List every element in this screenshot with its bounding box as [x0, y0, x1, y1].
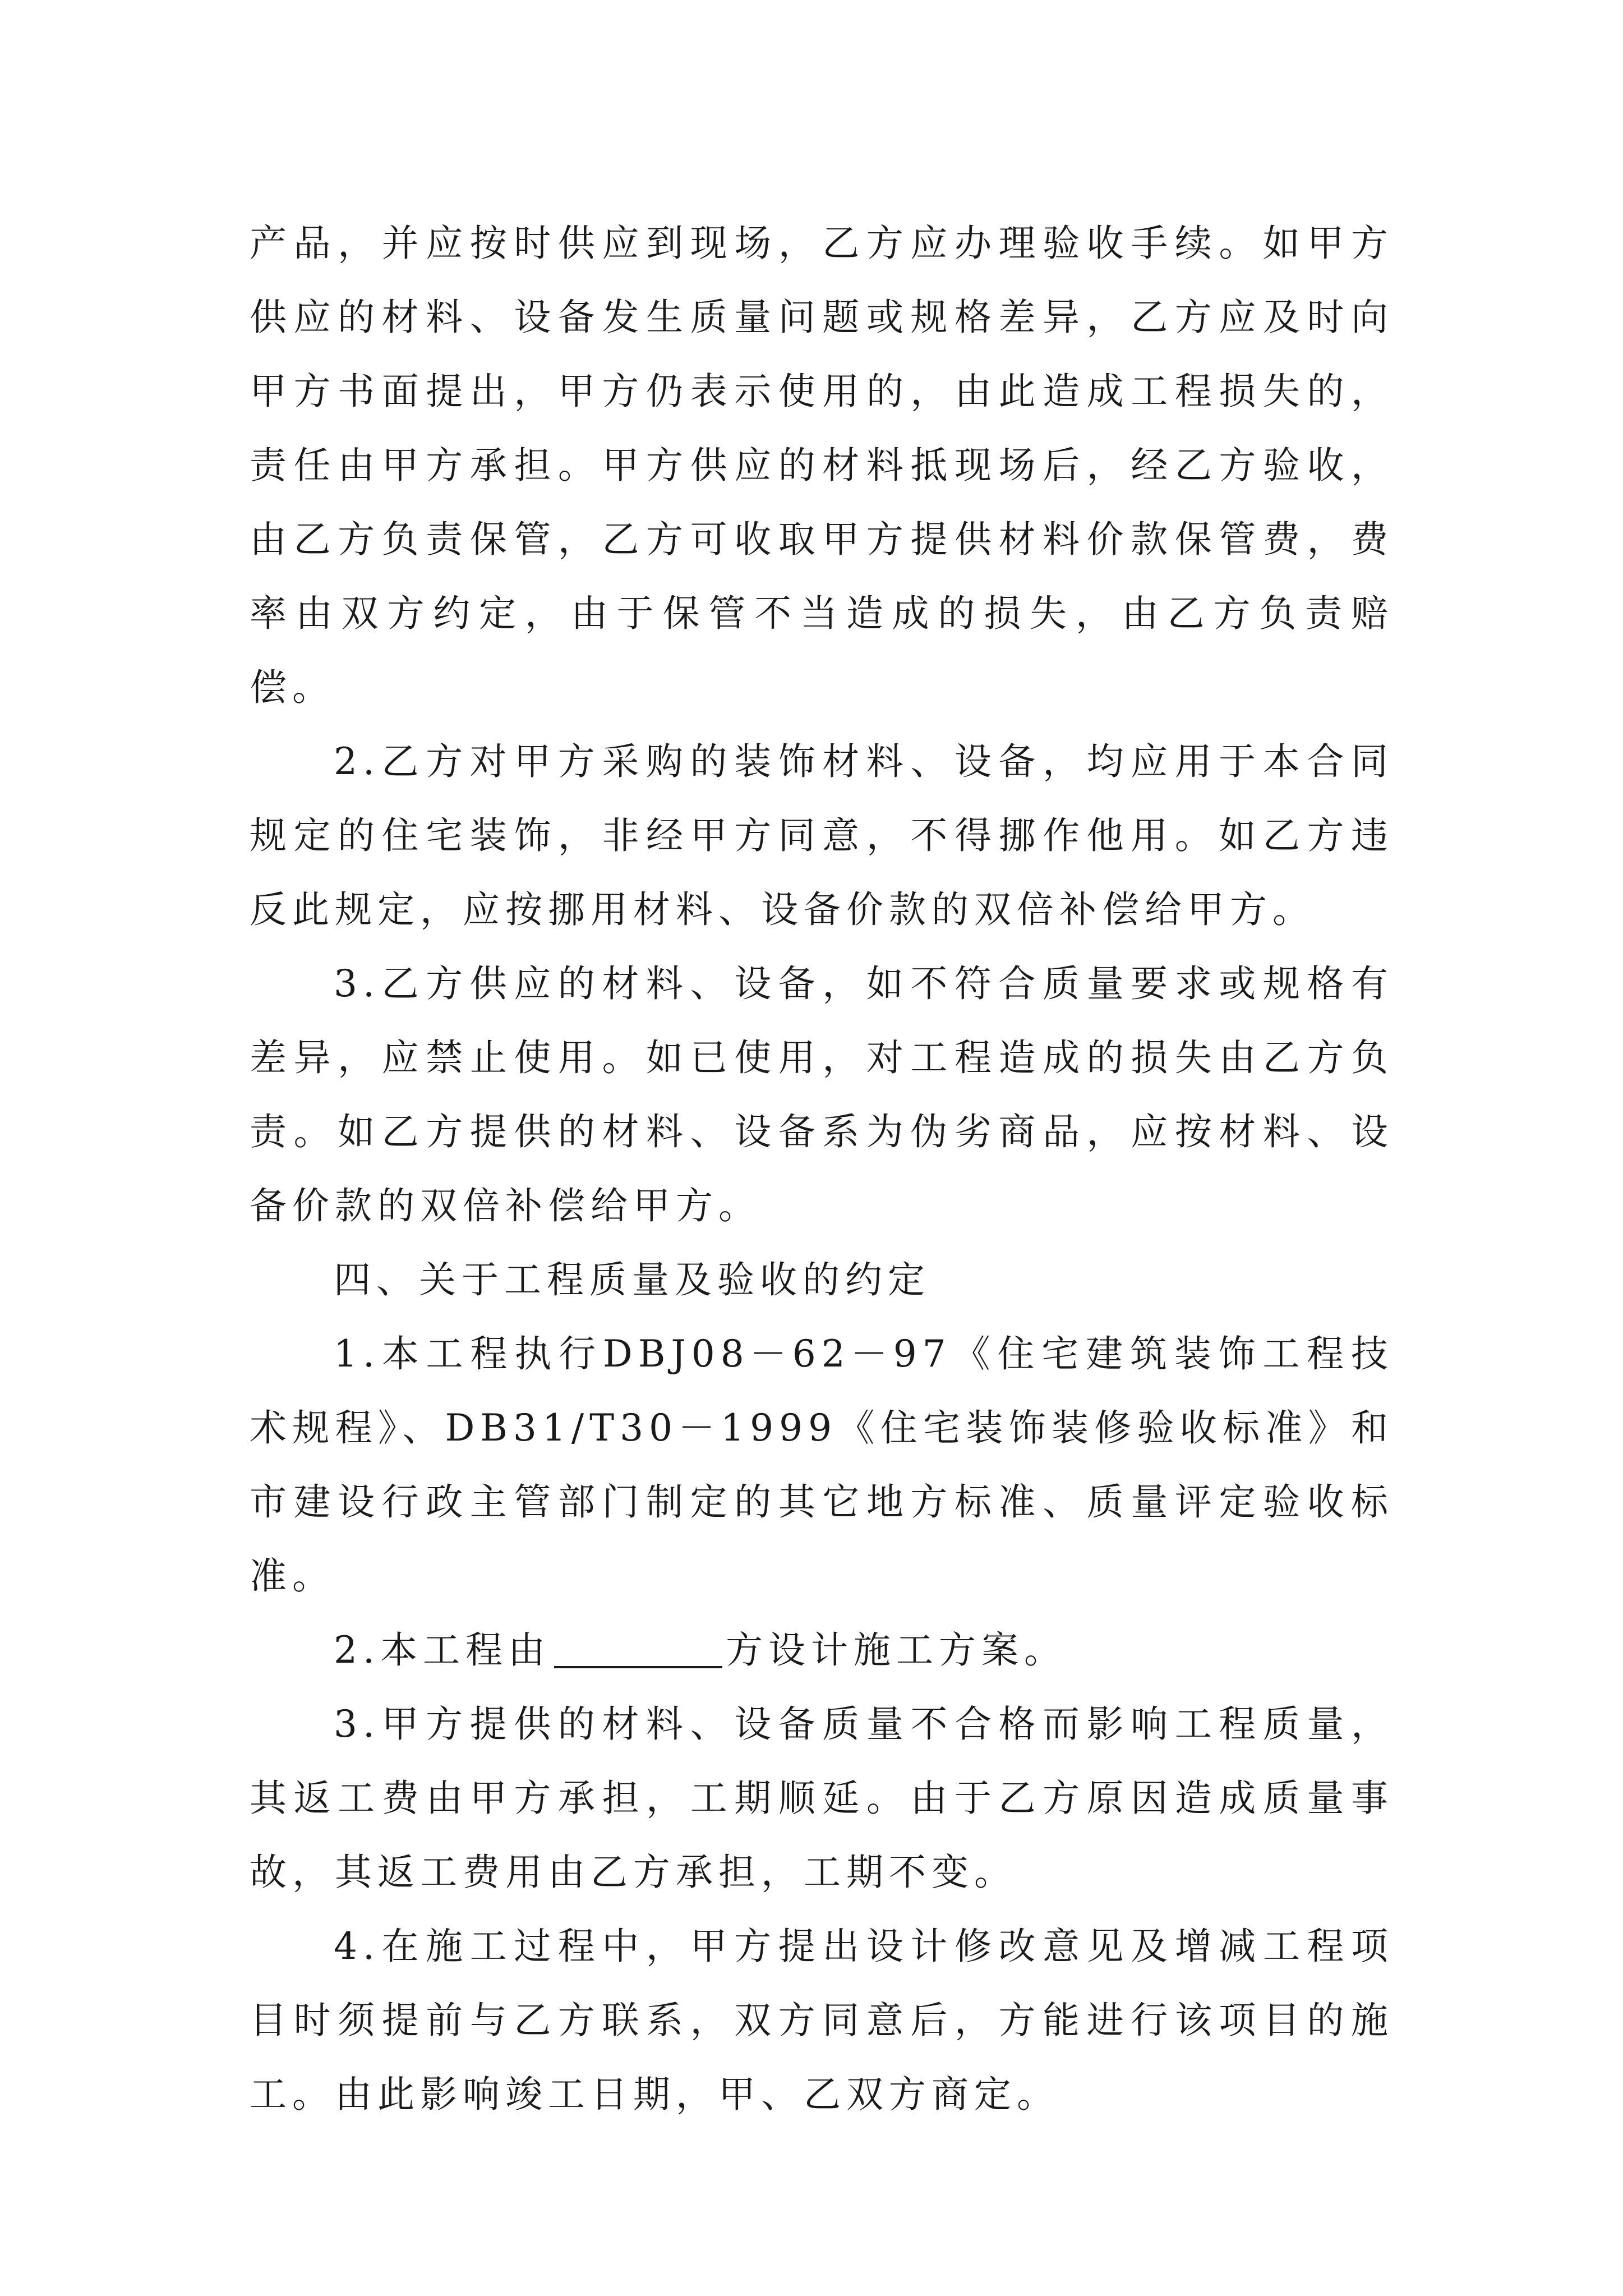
- paragraph-materials-supply: 产品，并应按时供应到现场，乙方应办理验收手续。如甲方供应的材料、设备发生质量问题或规格差异，乙方应及时向甲方书面提出，甲方仍表示使用的，由此造成工程损失的，责任由甲方承担。甲方供应的材料抵现场后，经乙方验收，由乙方负责保管，乙方可收取甲方提供材料价款保管费，费率由双方约定，由于保管不当造成的损失，由乙方负责赔偿。: [250, 222, 1394, 709]
- paragraph-clause-1-standards: 1.本工程执行DBJ08－62－97《住宅建筑装饰工程技术规程》、DB31/T30－1999《住宅装饰装修验收标准》和市建设行政主管部门制定的其它地方标准、质量评定验收标准。: [250, 1332, 1394, 1598]
- paragraph-clause-2-design-party: [250, 1613, 1394, 1687]
- paragraph-clause-3-materials-quality: 3.乙方供应的材料、设备，如不符合质量要求或规格有差异，应禁止使用。如已使用，对工程造成的损失由乙方负责。如乙方提供的材料、设备系为伪劣商品，应按材料、设备价款的双倍补偿给甲方。: [250, 962, 1394, 1227]
- fill-in-blank: [554, 1629, 722, 1668]
- paragraph-clause-3-rework-cost: 3.甲方提供的材料、设备质量不合格而影响工程质量，其返工费由甲方承担，工期顺延。由于乙方原因造成质量事故，其返工费用由乙方承担，工期不变。: [250, 1703, 1394, 1894]
- clause-2-text-after-blank: 方设计施工方案。: [725, 1628, 1067, 1672]
- paragraph-clause-2-materials-use: 2.乙方对甲方采购的装饰材料、设备，均应用于本合同规定的住宅装饰，非经甲方同意，不得挪作他用。如乙方违反此规定，应按挪用材料、设备价款的双倍补偿给甲方。: [250, 740, 1394, 931]
- clause-2-text-before-blank: 2.本工程由: [334, 1628, 551, 1672]
- section-heading-quality-acceptance: 四、关于工程质量及验收的约定: [334, 1258, 930, 1301]
- document-body: [250, 206, 1394, 2132]
- paragraph-clause-4-design-changes: 4.在施工过程中，甲方提出设计修改意见及增减工程项目时须提前与乙方联系，双方同意后，方能进行该项目的施工。由此影响竣工日期，甲、乙双方商定。: [250, 1925, 1394, 2116]
